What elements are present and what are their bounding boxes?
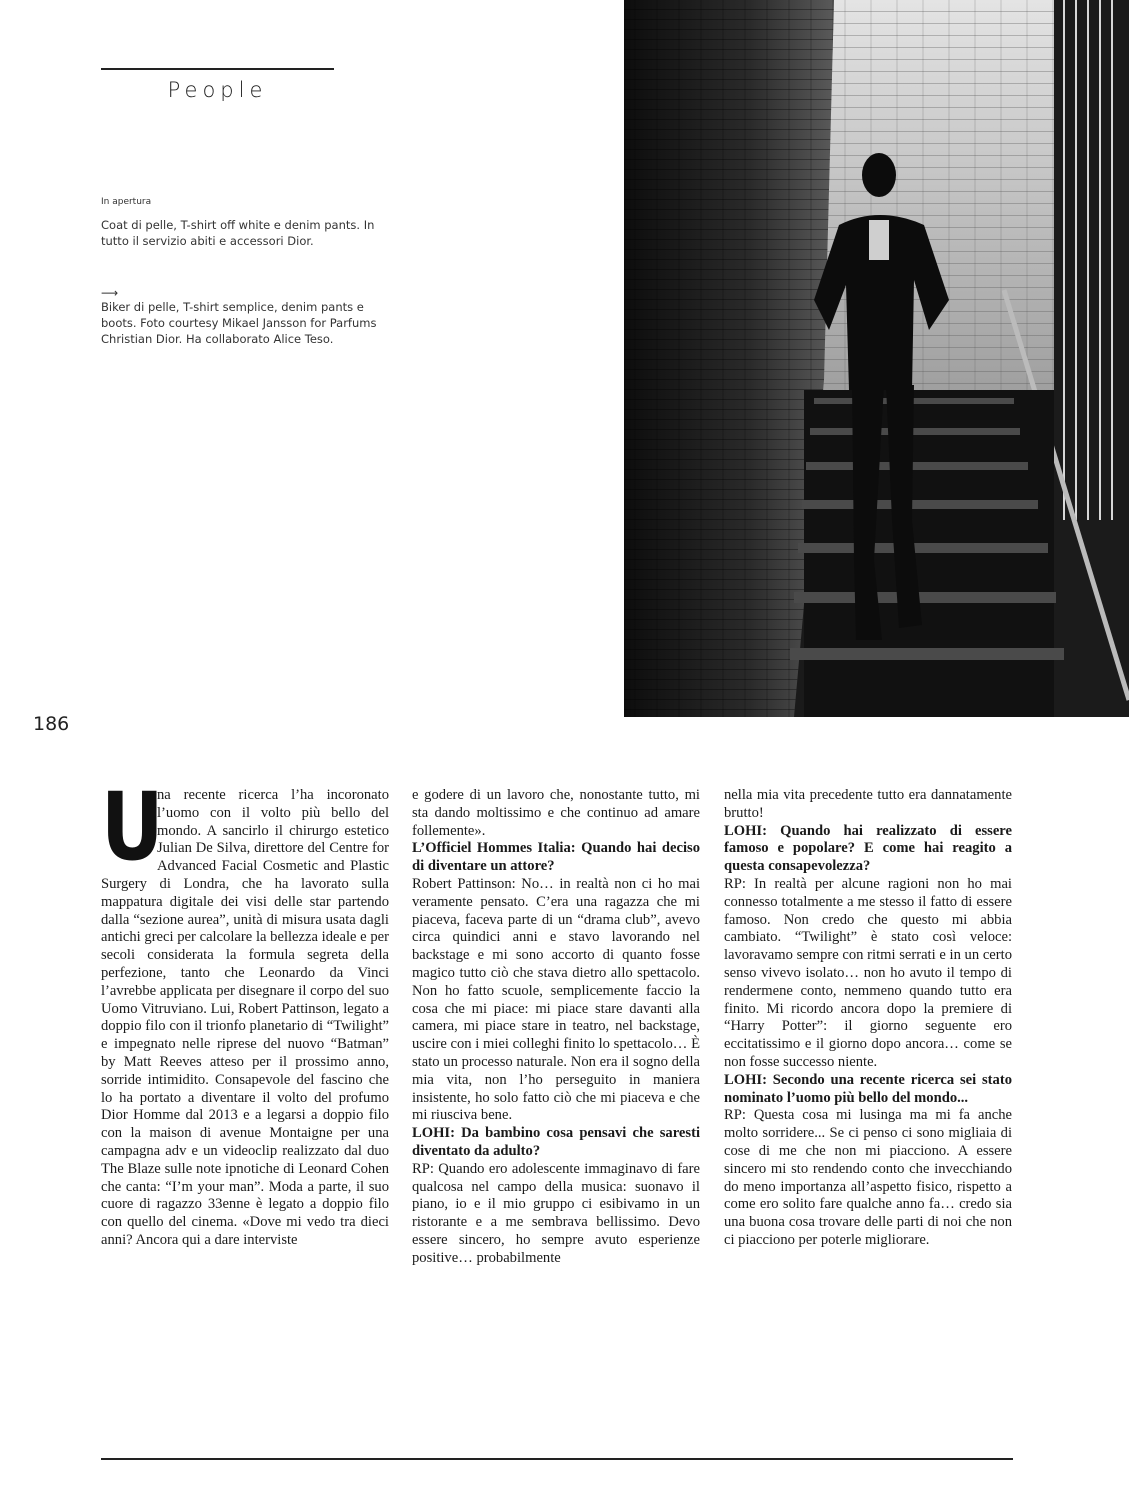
footer-rule <box>101 1458 1013 1460</box>
interview-answer: RP: Quando ero adolescente immaginavo di fare qualcosa nel campo della musica: suonavo il piano, io e il mio gruppo ci esibivamo in un ristorante e a me sembrava bellissimo. Devo essere sincero, ho sempre avuto esperienze positive… probabilmente <box>412 1160 700 1266</box>
section-title: People <box>167 78 268 102</box>
stairwell-photo <box>624 0 1129 717</box>
intro-text: na recente ricerca l’ha incoronato l’uomo con il volto più bello del mondo. A sancirlo il chirurgo estetico Julian De Silva, direttore del Centre for Advanced Facial Cosmetic and Plastic Surgery di Londra, che ha lavorato sulla mappatura digitale dei visi delle star partendo dalla “sezione aurea”, unità di misura usata dagli antichi greci per calcolare la bellezza ideale e per secoli considerata la formula segreta della perfezione, tanto che Leonardo da Vinci l’avrebbe applicata per disegnare il corpo del suo Uomo Vitruviano. Lui, Robert Pattinson, legato a doppio filo con il trionfo planetario di “Twilight” e impegnato nelle riprese del nuovo “Batman” by Matt Reeves atteso per il prossimo anno, sorride intimidito. Consapevole del fascino che lo ha portato a diventare il volto del profumo Dior Homme dal 2013 e a legarsi a doppio filo con la maison di avenue Montaigne per una campagna adv e un videoclip realizzato dal duo The Blaze sulle note ipnotiche di Leonard Cohen che canta: “I’m your man”. Moda a parte, il suo cuore di ragazzo 33enne è legato a doppio filo con quello del cinema. «Dove mi vedo tra dieci anni? Ancora qui a dare interviste <box>101 787 389 1248</box>
article-column-3 <box>724 787 1012 1250</box>
article-intro <box>101 773 389 1250</box>
article-column-1 <box>101 773 389 1250</box>
caption-second: Biker di pelle, T-shirt semplice, denim pants e boots. Foto courtesy Mikael Jansson for Parfums Christian Dior. Ha collaborato Alice Teso. <box>101 300 377 346</box>
interview-answer: Robert Pattinson: No… in realtà non ci ho mai veramente pensato. C’era una ragazza che mi piaceva, faceva parte di un “drama club”, avevo circa quindici anni e stavo lavorando nel backstage e mi sono accorto di quanto fosse magico tutto ciò che stava dietro allo spettacolo. Non ho fatto scuole, semplicemente faccio la cosa che mi piace: mi piace stare davanti alla camera, mi piace stare in teatro, nel backstage, uscire con i miei colleghi finito lo spettacolo… È stato un processo naturale. Non era il sogno della mia vita, non l’ho perseguito in maniera insistente, ho solo fatto ciò che mi piaceva e che mi riusciva bene. <box>412 875 700 1124</box>
arrow-right-icon: ⟶ <box>101 286 119 300</box>
paragraph: e godere di un lavoro che, nonostante tutto, mi sta dando moltissimo e che continuo ad amare follemente». <box>412 787 700 839</box>
paragraph: nella mia vita precedente tutto era dannatamente brutto! <box>724 787 1012 821</box>
drop-cap: U <box>101 773 164 882</box>
interview-question: LOHI: Quando hai realizzato di essere famoso e popolare? E come hai reagito a questa consapevolezza? <box>724 822 1012 875</box>
interview-question: LOHI: Da bambino cosa pensavi che saresti diventato da adulto? <box>412 1125 700 1159</box>
caption-opening: Coat di pelle, T-shirt off white e denim pants. In tutto il servizio abiti e accessori Dior. <box>101 218 375 248</box>
article-column-2 <box>412 787 700 1268</box>
section-header-rule <box>101 68 334 70</box>
interview-answer: RP: Questa cosa mi lusinga ma mi fa anche molto sorridere... Se ci penso ci sono migliaia di cose di me che non mi piacciono. A essere sincero mi sto rendendo conto che invecchiando do meno importanza all’aspetto fisico, rispetto a come ero solito fare qualche anno fa… credo sia una buona cosa trovare delle parti di noi che non ci piacciono per poterle migliorare. <box>724 1107 1012 1248</box>
interview-question: LOHI: Secondo una recente ricerca sei stato nominato l’uomo più bello del mondo... <box>724 1071 1012 1106</box>
interview-answer: RP: In realtà per alcune ragioni non ho mai connesso totalmente a me stesso il fatto di essere famoso. Non credo che questo mi abbia cambiato. “Twilight” è stato così veloce: lavoravamo sempre con ritmi serrati e in un certo senso vivevo isolato… non ho avuto il tempo di rendermene conto, nemmeno quando tutto era finito. Mi ricordo ancora dopo la premiere di “Harry Potter”: il giorno seguente ero eccitatissimo e il giorno dopo ancora… come se non fosse successo niente. <box>724 875 1012 1070</box>
page-number: 186 <box>33 713 70 735</box>
interview-question: L’Officiel Hommes Italia: Quando hai deciso di diventare un attore? <box>412 840 700 875</box>
photo-captions <box>101 197 391 347</box>
caption-kicker: In apertura <box>101 197 152 207</box>
